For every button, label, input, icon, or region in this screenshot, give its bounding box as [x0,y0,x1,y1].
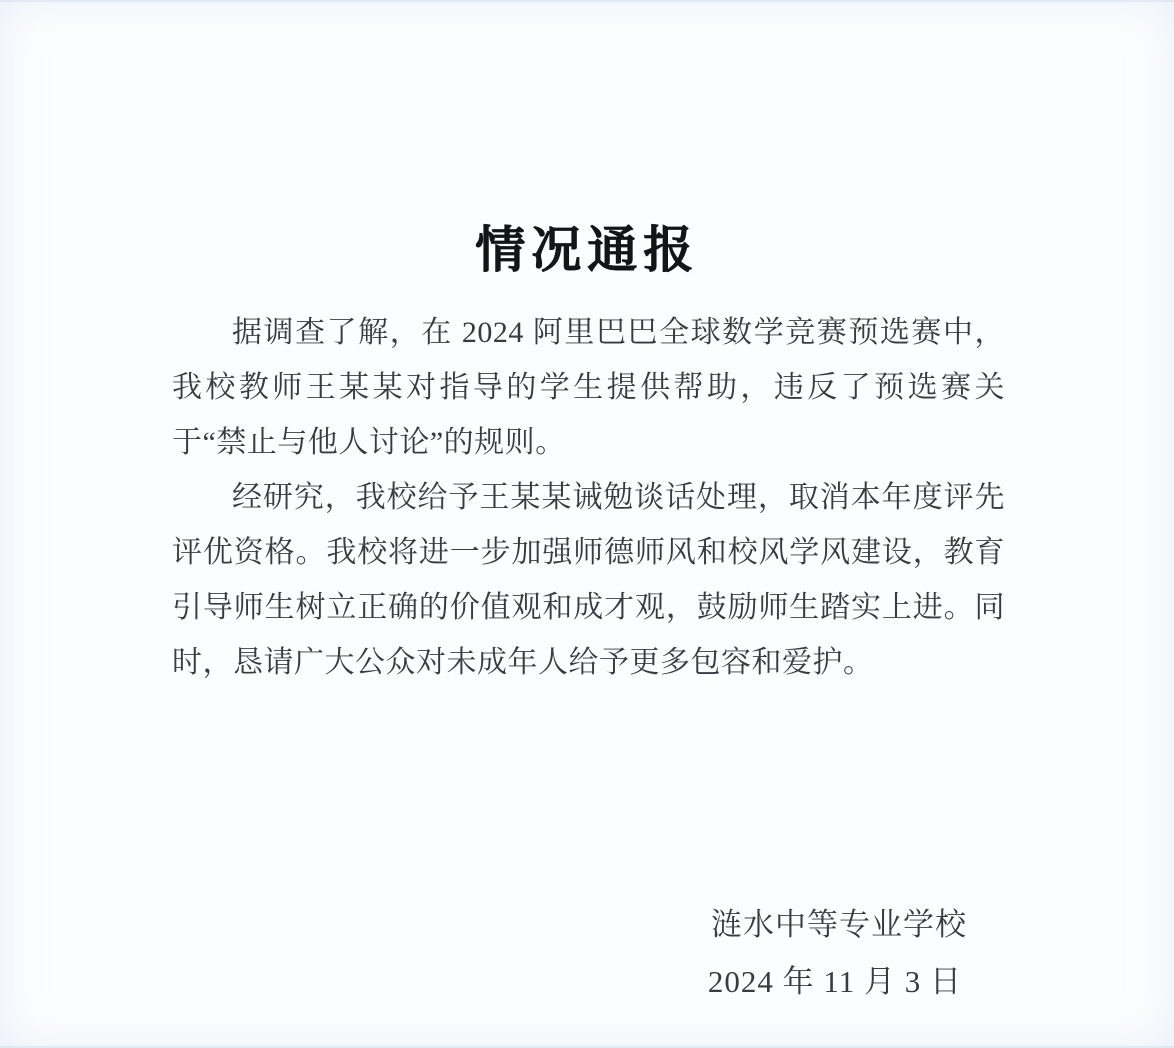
document-title: 情况通报 [475,221,699,278]
document-body [172,305,1005,690]
issuing-organization: 涟水中等专业学校 [711,907,967,942]
body-paragraph-1: 据调查了解，在 2024 阿里巴巴全球数学竞赛预选赛中，我校教师王某某对指导的学生提供帮助，违反了预选赛关于“禁止与他人讨论”的规则。 [172,316,1005,459]
issue-date: 2024 年 11 月 3 日 [707,964,962,999]
body-paragraph-2: 经研究，我校给予王某某诫勉谈话处理，取消本年度评先评优资格。我校将进一步加强师德师风和校风学风建设，教育引导师生树立正确的价值观和成才观，鼓励师生踏实上进。同时，恳请广大公众对未成年人给予更多包容和爱护。 [172,481,1005,679]
